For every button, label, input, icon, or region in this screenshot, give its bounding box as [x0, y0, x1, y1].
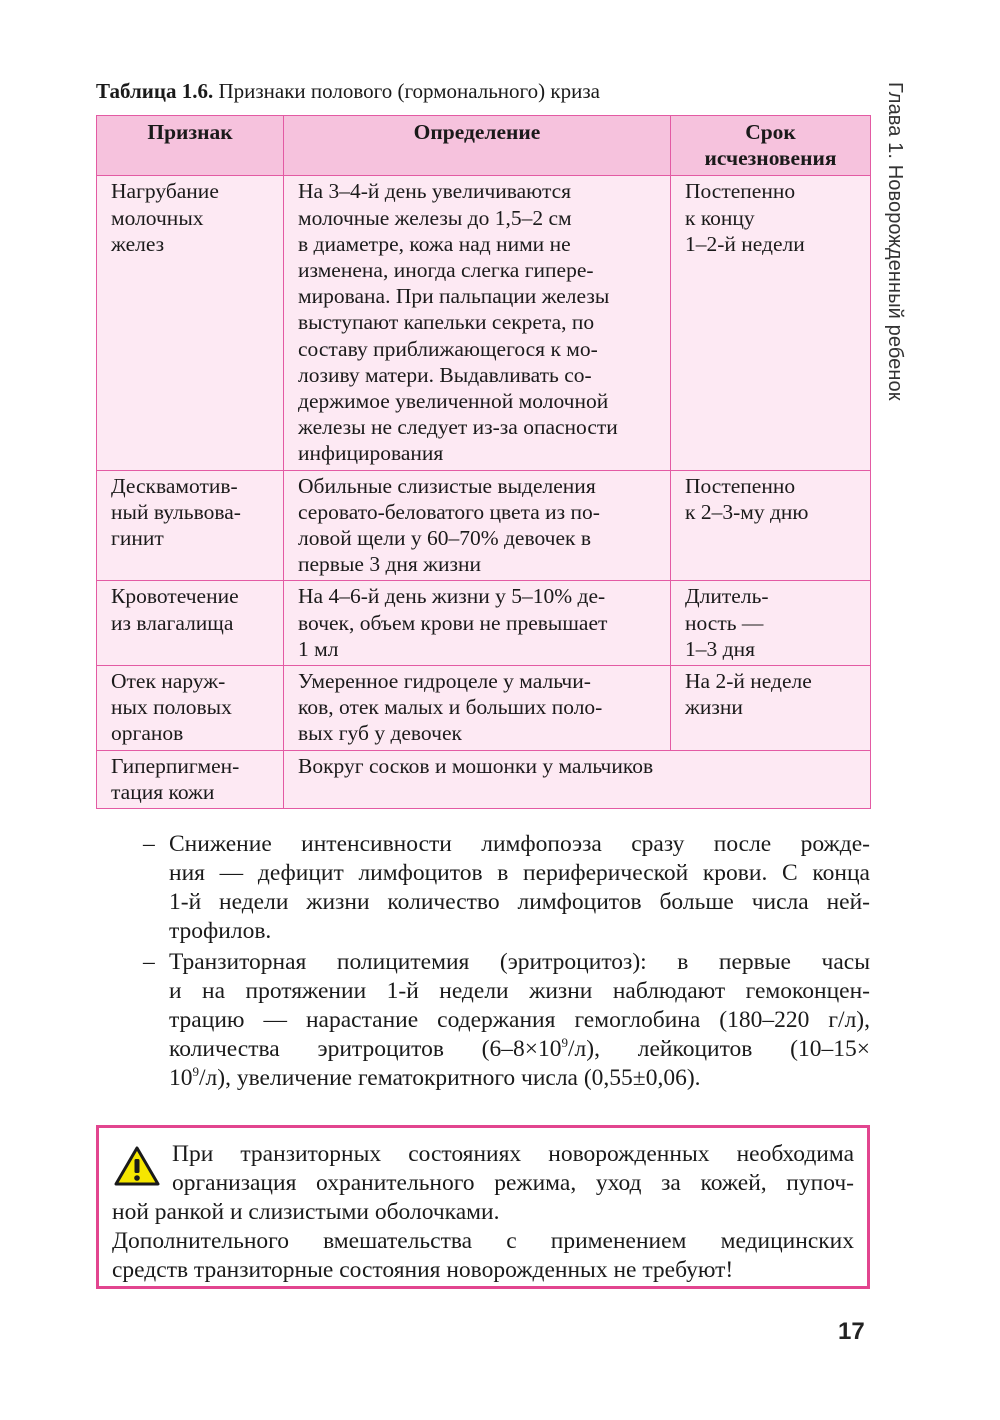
bullet-dash: – [143, 831, 155, 857]
cell-definition-line: выступают капельки секрета, по [298, 310, 595, 335]
cell-definition-line: 1 мл [298, 636, 339, 661]
cell-definition-line: ков, отек малых и больших поло- [298, 695, 603, 720]
formula-superscript: 9 [561, 1035, 569, 1050]
warning-line: Дополнительного вмешательства с применением медицинских [112, 1228, 854, 1254]
cell-sign-line: молочных [111, 205, 204, 230]
page-number: 17 [838, 1318, 865, 1345]
cell-duration-line: жизни [685, 695, 743, 720]
cell-sign [97, 176, 284, 470]
cell-duration [671, 176, 871, 470]
cell-sign-line: Нагрубание [111, 179, 219, 204]
warning-line: ной ранкой и слизистыми оболочками. [112, 1199, 500, 1225]
cell-sign-line: органов [111, 721, 184, 746]
cell-definition-line: мирована. При пальпации железы [298, 284, 610, 309]
table-row [97, 581, 871, 666]
formula-text: 10 [169, 1065, 193, 1091]
cell-sign-line: гинит [111, 526, 164, 551]
cell-duration-line: Длитель- [685, 584, 769, 609]
header-duration-text: Срок [745, 120, 796, 144]
cell-definition-line: изменена, иногда слегка гипере- [298, 258, 594, 283]
cell-definition-line: Обильные слизистые выделения [298, 473, 596, 498]
cell-duration-line: 1–2-й недели [685, 231, 805, 256]
formula-text: /л), лейкоцитов (10–15× [568, 1036, 870, 1062]
cell-definition-line: держимое увеличенной молочной [298, 389, 609, 414]
cell-sign-line: ный вульвова- [111, 499, 241, 524]
formula-text: /л), увеличение гематокритного числа (0,55±0,06). [199, 1065, 701, 1091]
cell-sign [97, 750, 284, 808]
cell-definition-line: ловой щели у 60–70% девочек в [298, 526, 591, 551]
warning-box [96, 1125, 870, 1289]
cell-duration-line: Постепенно [685, 179, 796, 204]
warning-line: средств транзиторные состояния новорожденных не требуют! [112, 1257, 734, 1283]
cell-sign [97, 470, 284, 581]
bullet-line-formula [169, 1035, 870, 1064]
cell-definition [284, 176, 671, 470]
bullet-line: трацию — нарастание содержания гемоглобина (180–220 г/л), [169, 1007, 870, 1033]
cell-sign-line: ных половых [111, 695, 232, 720]
cell-duration-line: Постепенно [685, 473, 796, 498]
cell-definition-line: железы не следует из-за опасности [298, 415, 618, 440]
chapter-side-header-text: Глава 1. Новорожденный ребенок [884, 82, 906, 401]
table-row [97, 176, 871, 470]
cell-sign-line: Гиперпигмен- [111, 753, 240, 778]
formula-text: количества эритроцитов (6–8×10 [169, 1036, 562, 1062]
cell-definition-line: серовато-беловатого цвета из по- [298, 499, 600, 524]
table-row [97, 666, 871, 751]
cell-definition-line: лозиву матери. Выдавливать со- [298, 362, 592, 387]
header-duration [671, 116, 871, 176]
cell-definition-line: Вокруг сосков и мошонки у мальчиков [298, 753, 654, 778]
cell-duration [671, 581, 871, 666]
bullet-line: ния — дефицит лимфоцитов в периферической крови. С конца [169, 860, 870, 886]
bullet-line: трофилов. [169, 918, 272, 944]
bullet-polycythemia [140, 948, 870, 1093]
cell-definition-line: инфицирования [298, 441, 444, 466]
header-sign-text: Признак [147, 120, 233, 144]
warning-line: организация охранительного режима, уход за кожей, пупоч- [172, 1170, 854, 1196]
bullet-line: Транзиторная полицитемия (эритроцитоз): в первые часы [169, 949, 870, 975]
cell-sign-line: тация кожи [111, 779, 215, 804]
cell-definition-line: вочек, объем крови не превышает [298, 610, 608, 635]
cell-definition-line: вых губ у девочек [298, 721, 462, 746]
header-duration-text: исчезновения [704, 146, 837, 171]
warning-line: При транзиторных состояниях новорожденных необходима [172, 1141, 854, 1167]
cell-duration [671, 470, 871, 581]
bullet-lymphopoiesis [140, 830, 870, 946]
cell-sign-line: Десквамотив- [111, 473, 238, 498]
cell-sign [97, 666, 284, 751]
cell-duration-line: На 2-й неделе [685, 669, 812, 694]
table-caption [96, 78, 876, 104]
cell-sign-line: Отек наруж- [111, 669, 226, 694]
cell-definition-line: На 3–4-й день увеличиваются [298, 179, 572, 204]
cell-definition [284, 581, 671, 666]
bullet-line: и на протяжении 1-й недели жизни наблюдают гемоконцен- [169, 978, 870, 1004]
table-header-row [97, 116, 871, 176]
sexual-crisis-table [96, 115, 871, 809]
bullet-list [140, 830, 870, 1095]
bullet-line: Снижение интенсивности лимфопоэза сразу после рожде- [169, 831, 870, 857]
cell-definition-line: первые 3 дня жизни [298, 552, 482, 577]
cell-definition [284, 666, 671, 751]
bullet-dash: – [143, 949, 155, 975]
cell-sign-line: желез [111, 231, 165, 256]
cell-definition [284, 470, 671, 581]
formula-superscript: 9 [192, 1064, 199, 1079]
chapter-side-header [876, 82, 910, 422]
table-row [97, 750, 871, 808]
table-caption-title: Признаки полового (гормонального) криза [213, 79, 600, 103]
cell-definition [284, 750, 871, 808]
table-caption-label: Таблица 1.6. [96, 79, 214, 103]
bullet-line-formula [169, 1064, 870, 1093]
header-definition [284, 116, 671, 176]
cell-duration [671, 666, 871, 751]
cell-sign-line: из влагалища [111, 610, 234, 635]
cell-sign-line: Кровотечение [111, 584, 239, 609]
cell-duration-line: к 2–3-му дню [685, 499, 809, 524]
cell-duration-line: ность — [685, 610, 764, 635]
header-sign [97, 116, 284, 176]
cell-definition-line: На 4–6-й день жизни у 5–10% де- [298, 584, 606, 609]
table-row [97, 470, 871, 581]
header-definition-text: Определение [413, 120, 541, 144]
bullet-line: 1-й недели жизни количество лимфоцитов больше числа ней- [169, 889, 870, 915]
cell-definition-line: составу приближающегося к мо- [298, 336, 598, 361]
cell-definition-line: Умеренное гидроцеле у мальчи- [298, 669, 591, 694]
cell-definition-line: в диаметре, кожа над ними не [298, 231, 571, 256]
warning-triangle-icon [114, 1145, 160, 1187]
cell-duration-line: к концу [685, 205, 755, 230]
cell-sign [97, 581, 284, 666]
cell-duration-line: 1–3 дня [685, 636, 755, 661]
cell-definition-line: молочные железы до 1,5–2 см [298, 205, 572, 230]
